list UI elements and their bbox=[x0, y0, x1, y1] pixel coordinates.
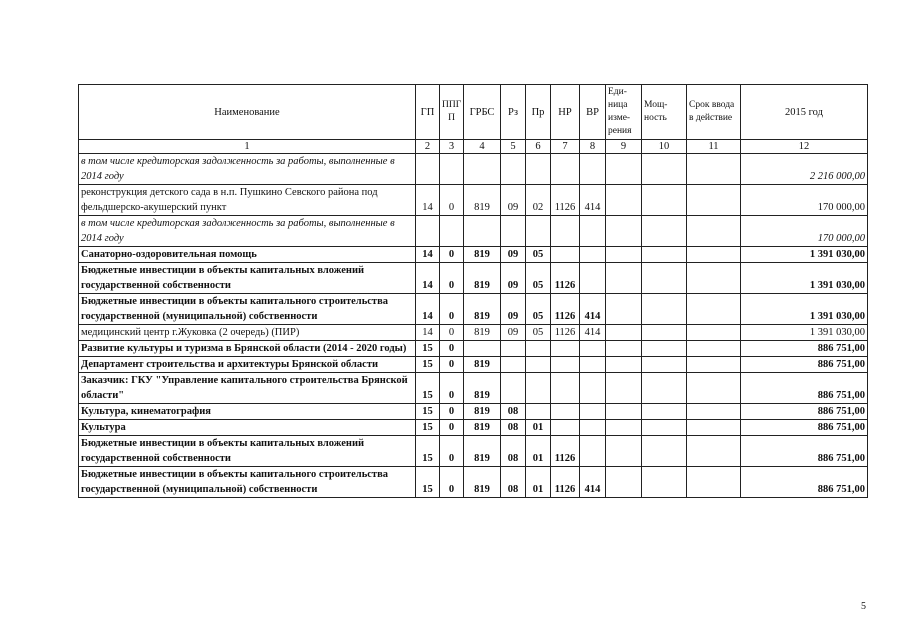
row-pr bbox=[526, 357, 551, 373]
row-vr bbox=[580, 373, 606, 404]
column-number: 6 bbox=[526, 140, 551, 154]
row-grbs: 819 bbox=[464, 373, 501, 404]
row-grbs: 819 bbox=[464, 325, 501, 341]
row-power bbox=[642, 247, 687, 263]
row-name: Бюджетные инвестиции в объекты капитальных вложений государственной собственности bbox=[79, 436, 416, 467]
table-row bbox=[79, 247, 868, 263]
row-term bbox=[687, 436, 741, 467]
row-power bbox=[642, 263, 687, 294]
row-name: Бюджетные инвестиции в объекты капитального строительства государственной (муниципальной) собственности bbox=[79, 467, 416, 498]
header-name: Наименование bbox=[79, 85, 416, 140]
row-pr: 05 bbox=[526, 263, 551, 294]
row-name: Развитие культуры и туризма в Брянской области (2014 - 2020 годы) bbox=[79, 341, 416, 357]
row-amount: 886 751,00 bbox=[741, 420, 868, 436]
row-pr: 01 bbox=[526, 467, 551, 498]
table-row bbox=[79, 294, 868, 325]
row-ppgp: 0 bbox=[440, 263, 464, 294]
column-number-row bbox=[79, 140, 868, 154]
header-vr: ВР bbox=[580, 85, 606, 140]
row-unit bbox=[606, 263, 642, 294]
row-rz bbox=[501, 154, 526, 185]
row-vr: 414 bbox=[580, 294, 606, 325]
row-unit bbox=[606, 341, 642, 357]
row-gp bbox=[416, 216, 440, 247]
row-pr bbox=[526, 341, 551, 357]
row-vr: 414 bbox=[580, 467, 606, 498]
row-nr bbox=[551, 373, 580, 404]
header-ppgp: ППГ П bbox=[440, 85, 464, 140]
row-nr: 1126 bbox=[551, 294, 580, 325]
header-gp: ГП bbox=[416, 85, 440, 140]
row-amount: 170 000,00 bbox=[741, 185, 868, 216]
row-power bbox=[642, 294, 687, 325]
row-amount: 170 000,00 bbox=[741, 216, 868, 247]
row-term bbox=[687, 420, 741, 436]
row-gp: 14 bbox=[416, 325, 440, 341]
row-ppgp bbox=[440, 154, 464, 185]
row-grbs: 819 bbox=[464, 420, 501, 436]
row-pr: 05 bbox=[526, 325, 551, 341]
table-row bbox=[79, 263, 868, 294]
row-rz: 08 bbox=[501, 436, 526, 467]
row-pr: 01 bbox=[526, 420, 551, 436]
row-name: в том числе кредиторская задолженность за работы, выполненные в 2014 году bbox=[79, 154, 416, 185]
row-rz: 09 bbox=[501, 185, 526, 216]
row-gp: 14 bbox=[416, 247, 440, 263]
row-unit bbox=[606, 325, 642, 341]
row-term bbox=[687, 216, 741, 247]
row-ppgp: 0 bbox=[440, 436, 464, 467]
row-rz: 09 bbox=[501, 247, 526, 263]
row-ppgp: 0 bbox=[440, 373, 464, 404]
row-term bbox=[687, 325, 741, 341]
header-nr: НР bbox=[551, 85, 580, 140]
header-year: 2015 год bbox=[741, 85, 868, 140]
row-ppgp: 0 bbox=[440, 420, 464, 436]
row-nr: 1126 bbox=[551, 263, 580, 294]
row-rz bbox=[501, 341, 526, 357]
row-name: Культура bbox=[79, 420, 416, 436]
row-ppgp: 0 bbox=[440, 357, 464, 373]
row-rz: 08 bbox=[501, 404, 526, 420]
row-unit bbox=[606, 154, 642, 185]
budget-table bbox=[78, 84, 868, 498]
row-nr bbox=[551, 154, 580, 185]
row-nr: 1126 bbox=[551, 185, 580, 216]
row-amount: 2 216 000,00 bbox=[741, 154, 868, 185]
row-unit bbox=[606, 373, 642, 404]
row-rz bbox=[501, 216, 526, 247]
row-rz bbox=[501, 357, 526, 373]
header-grbs: ГРБС bbox=[464, 85, 501, 140]
row-grbs: 819 bbox=[464, 436, 501, 467]
column-number: 1 bbox=[79, 140, 416, 154]
row-amount: 886 751,00 bbox=[741, 404, 868, 420]
row-unit bbox=[606, 216, 642, 247]
table-row bbox=[79, 325, 868, 341]
row-gp: 15 bbox=[416, 341, 440, 357]
row-gp: 15 bbox=[416, 373, 440, 404]
row-grbs: 819 bbox=[464, 294, 501, 325]
row-gp: 14 bbox=[416, 294, 440, 325]
row-ppgp: 0 bbox=[440, 341, 464, 357]
table-row bbox=[79, 373, 868, 404]
table-row bbox=[79, 154, 868, 185]
row-rz: 09 bbox=[501, 263, 526, 294]
row-power bbox=[642, 420, 687, 436]
column-number: 3 bbox=[440, 140, 464, 154]
row-term bbox=[687, 263, 741, 294]
row-vr bbox=[580, 216, 606, 247]
row-gp: 15 bbox=[416, 357, 440, 373]
row-nr bbox=[551, 357, 580, 373]
row-pr bbox=[526, 154, 551, 185]
row-rz: 09 bbox=[501, 325, 526, 341]
row-term bbox=[687, 154, 741, 185]
row-name: в том числе кредиторская задолженность за работы, выполненные в 2014 году bbox=[79, 216, 416, 247]
row-amount: 1 391 030,00 bbox=[741, 325, 868, 341]
row-gp: 15 bbox=[416, 404, 440, 420]
row-ppgp: 0 bbox=[440, 247, 464, 263]
column-number: 4 bbox=[464, 140, 501, 154]
row-ppgp: 0 bbox=[440, 404, 464, 420]
row-grbs: 819 bbox=[464, 247, 501, 263]
row-power bbox=[642, 325, 687, 341]
row-nr: 1126 bbox=[551, 325, 580, 341]
row-pr bbox=[526, 216, 551, 247]
table-row bbox=[79, 420, 868, 436]
table-row bbox=[79, 467, 868, 498]
row-nr bbox=[551, 404, 580, 420]
row-power bbox=[642, 467, 687, 498]
row-pr: 05 bbox=[526, 294, 551, 325]
row-rz: 08 bbox=[501, 467, 526, 498]
row-unit bbox=[606, 467, 642, 498]
row-power bbox=[642, 216, 687, 247]
row-vr bbox=[580, 247, 606, 263]
column-number: 9 bbox=[606, 140, 642, 154]
row-amount: 886 751,00 bbox=[741, 341, 868, 357]
row-ppgp: 0 bbox=[440, 185, 464, 216]
row-nr bbox=[551, 247, 580, 263]
header-rz: Рз bbox=[501, 85, 526, 140]
row-term bbox=[687, 247, 741, 263]
row-unit bbox=[606, 294, 642, 325]
row-gp: 15 bbox=[416, 420, 440, 436]
row-name: Бюджетные инвестиции в объекты капитальных вложений государственной собственности bbox=[79, 263, 416, 294]
row-gp bbox=[416, 154, 440, 185]
row-nr bbox=[551, 420, 580, 436]
row-ppgp bbox=[440, 216, 464, 247]
table-row bbox=[79, 341, 868, 357]
row-vr bbox=[580, 436, 606, 467]
column-number: 10 bbox=[642, 140, 687, 154]
row-power bbox=[642, 341, 687, 357]
row-name: Заказчик: ГКУ "Управление капитального строительства Брянской области" bbox=[79, 373, 416, 404]
row-vr bbox=[580, 420, 606, 436]
row-power bbox=[642, 404, 687, 420]
row-nr bbox=[551, 341, 580, 357]
header-power: Мощ- ность bbox=[642, 85, 687, 140]
row-term bbox=[687, 185, 741, 216]
row-ppgp: 0 bbox=[440, 325, 464, 341]
row-vr bbox=[580, 404, 606, 420]
row-gp: 15 bbox=[416, 467, 440, 498]
row-unit bbox=[606, 420, 642, 436]
row-unit bbox=[606, 404, 642, 420]
row-unit bbox=[606, 436, 642, 467]
row-nr bbox=[551, 216, 580, 247]
row-grbs bbox=[464, 216, 501, 247]
row-vr bbox=[580, 357, 606, 373]
page-number: 5 bbox=[861, 601, 866, 612]
row-power bbox=[642, 154, 687, 185]
table-row bbox=[79, 404, 868, 420]
row-vr: 414 bbox=[580, 185, 606, 216]
table-row bbox=[79, 216, 868, 247]
row-term bbox=[687, 341, 741, 357]
row-name: Санаторно-оздоровительная помощь bbox=[79, 247, 416, 263]
row-power bbox=[642, 436, 687, 467]
row-term bbox=[687, 373, 741, 404]
row-vr bbox=[580, 154, 606, 185]
header-row bbox=[79, 85, 868, 140]
row-rz: 08 bbox=[501, 420, 526, 436]
row-name: Культура, кинематография bbox=[79, 404, 416, 420]
row-gp: 15 bbox=[416, 436, 440, 467]
row-name: реконструкция детского сада в н.п. Пушкино Севского района под фельдшерско-акушерский пункт bbox=[79, 185, 416, 216]
row-pr bbox=[526, 404, 551, 420]
row-grbs: 819 bbox=[464, 185, 501, 216]
table-body bbox=[79, 154, 868, 498]
row-term bbox=[687, 294, 741, 325]
row-gp: 14 bbox=[416, 185, 440, 216]
row-power bbox=[642, 373, 687, 404]
row-amount: 1 391 030,00 bbox=[741, 247, 868, 263]
row-gp: 14 bbox=[416, 263, 440, 294]
column-number: 12 bbox=[741, 140, 868, 154]
row-pr: 01 bbox=[526, 436, 551, 467]
row-amount: 886 751,00 bbox=[741, 373, 868, 404]
row-amount: 1 391 030,00 bbox=[741, 294, 868, 325]
row-grbs: 819 bbox=[464, 404, 501, 420]
row-grbs: 819 bbox=[464, 357, 501, 373]
row-vr: 414 bbox=[580, 325, 606, 341]
column-number: 7 bbox=[551, 140, 580, 154]
header-term: Срок ввода в действие bbox=[687, 85, 741, 140]
row-name: медицинский центр г.Жуковка (2 очередь) (ПИР) bbox=[79, 325, 416, 341]
row-amount: 886 751,00 bbox=[741, 357, 868, 373]
row-grbs bbox=[464, 341, 501, 357]
row-rz bbox=[501, 373, 526, 404]
row-grbs bbox=[464, 154, 501, 185]
column-number: 2 bbox=[416, 140, 440, 154]
row-power bbox=[642, 357, 687, 373]
row-pr: 02 bbox=[526, 185, 551, 216]
row-amount: 1 391 030,00 bbox=[741, 263, 868, 294]
table-row bbox=[79, 436, 868, 467]
column-number: 8 bbox=[580, 140, 606, 154]
row-pr bbox=[526, 373, 551, 404]
row-nr: 1126 bbox=[551, 436, 580, 467]
row-unit bbox=[606, 185, 642, 216]
row-unit bbox=[606, 357, 642, 373]
row-vr bbox=[580, 341, 606, 357]
row-power bbox=[642, 185, 687, 216]
row-grbs: 819 bbox=[464, 263, 501, 294]
row-amount: 886 751,00 bbox=[741, 436, 868, 467]
column-number: 11 bbox=[687, 140, 741, 154]
header-pr: Пр bbox=[526, 85, 551, 140]
row-grbs: 819 bbox=[464, 467, 501, 498]
row-vr bbox=[580, 263, 606, 294]
row-pr: 05 bbox=[526, 247, 551, 263]
row-term bbox=[687, 467, 741, 498]
row-ppgp: 0 bbox=[440, 467, 464, 498]
header-unit: Еди- ница изме- рения bbox=[606, 85, 642, 140]
row-unit bbox=[606, 247, 642, 263]
row-name: Департамент строительства и архитектуры Брянской области bbox=[79, 357, 416, 373]
row-term bbox=[687, 404, 741, 420]
row-term bbox=[687, 357, 741, 373]
row-rz: 09 bbox=[501, 294, 526, 325]
row-nr: 1126 bbox=[551, 467, 580, 498]
row-ppgp: 0 bbox=[440, 294, 464, 325]
row-amount: 886 751,00 bbox=[741, 467, 868, 498]
table-row bbox=[79, 185, 868, 216]
table-row bbox=[79, 357, 868, 373]
row-name: Бюджетные инвестиции в объекты капитального строительства государственной (муниципальной) собственности bbox=[79, 294, 416, 325]
column-number: 5 bbox=[501, 140, 526, 154]
